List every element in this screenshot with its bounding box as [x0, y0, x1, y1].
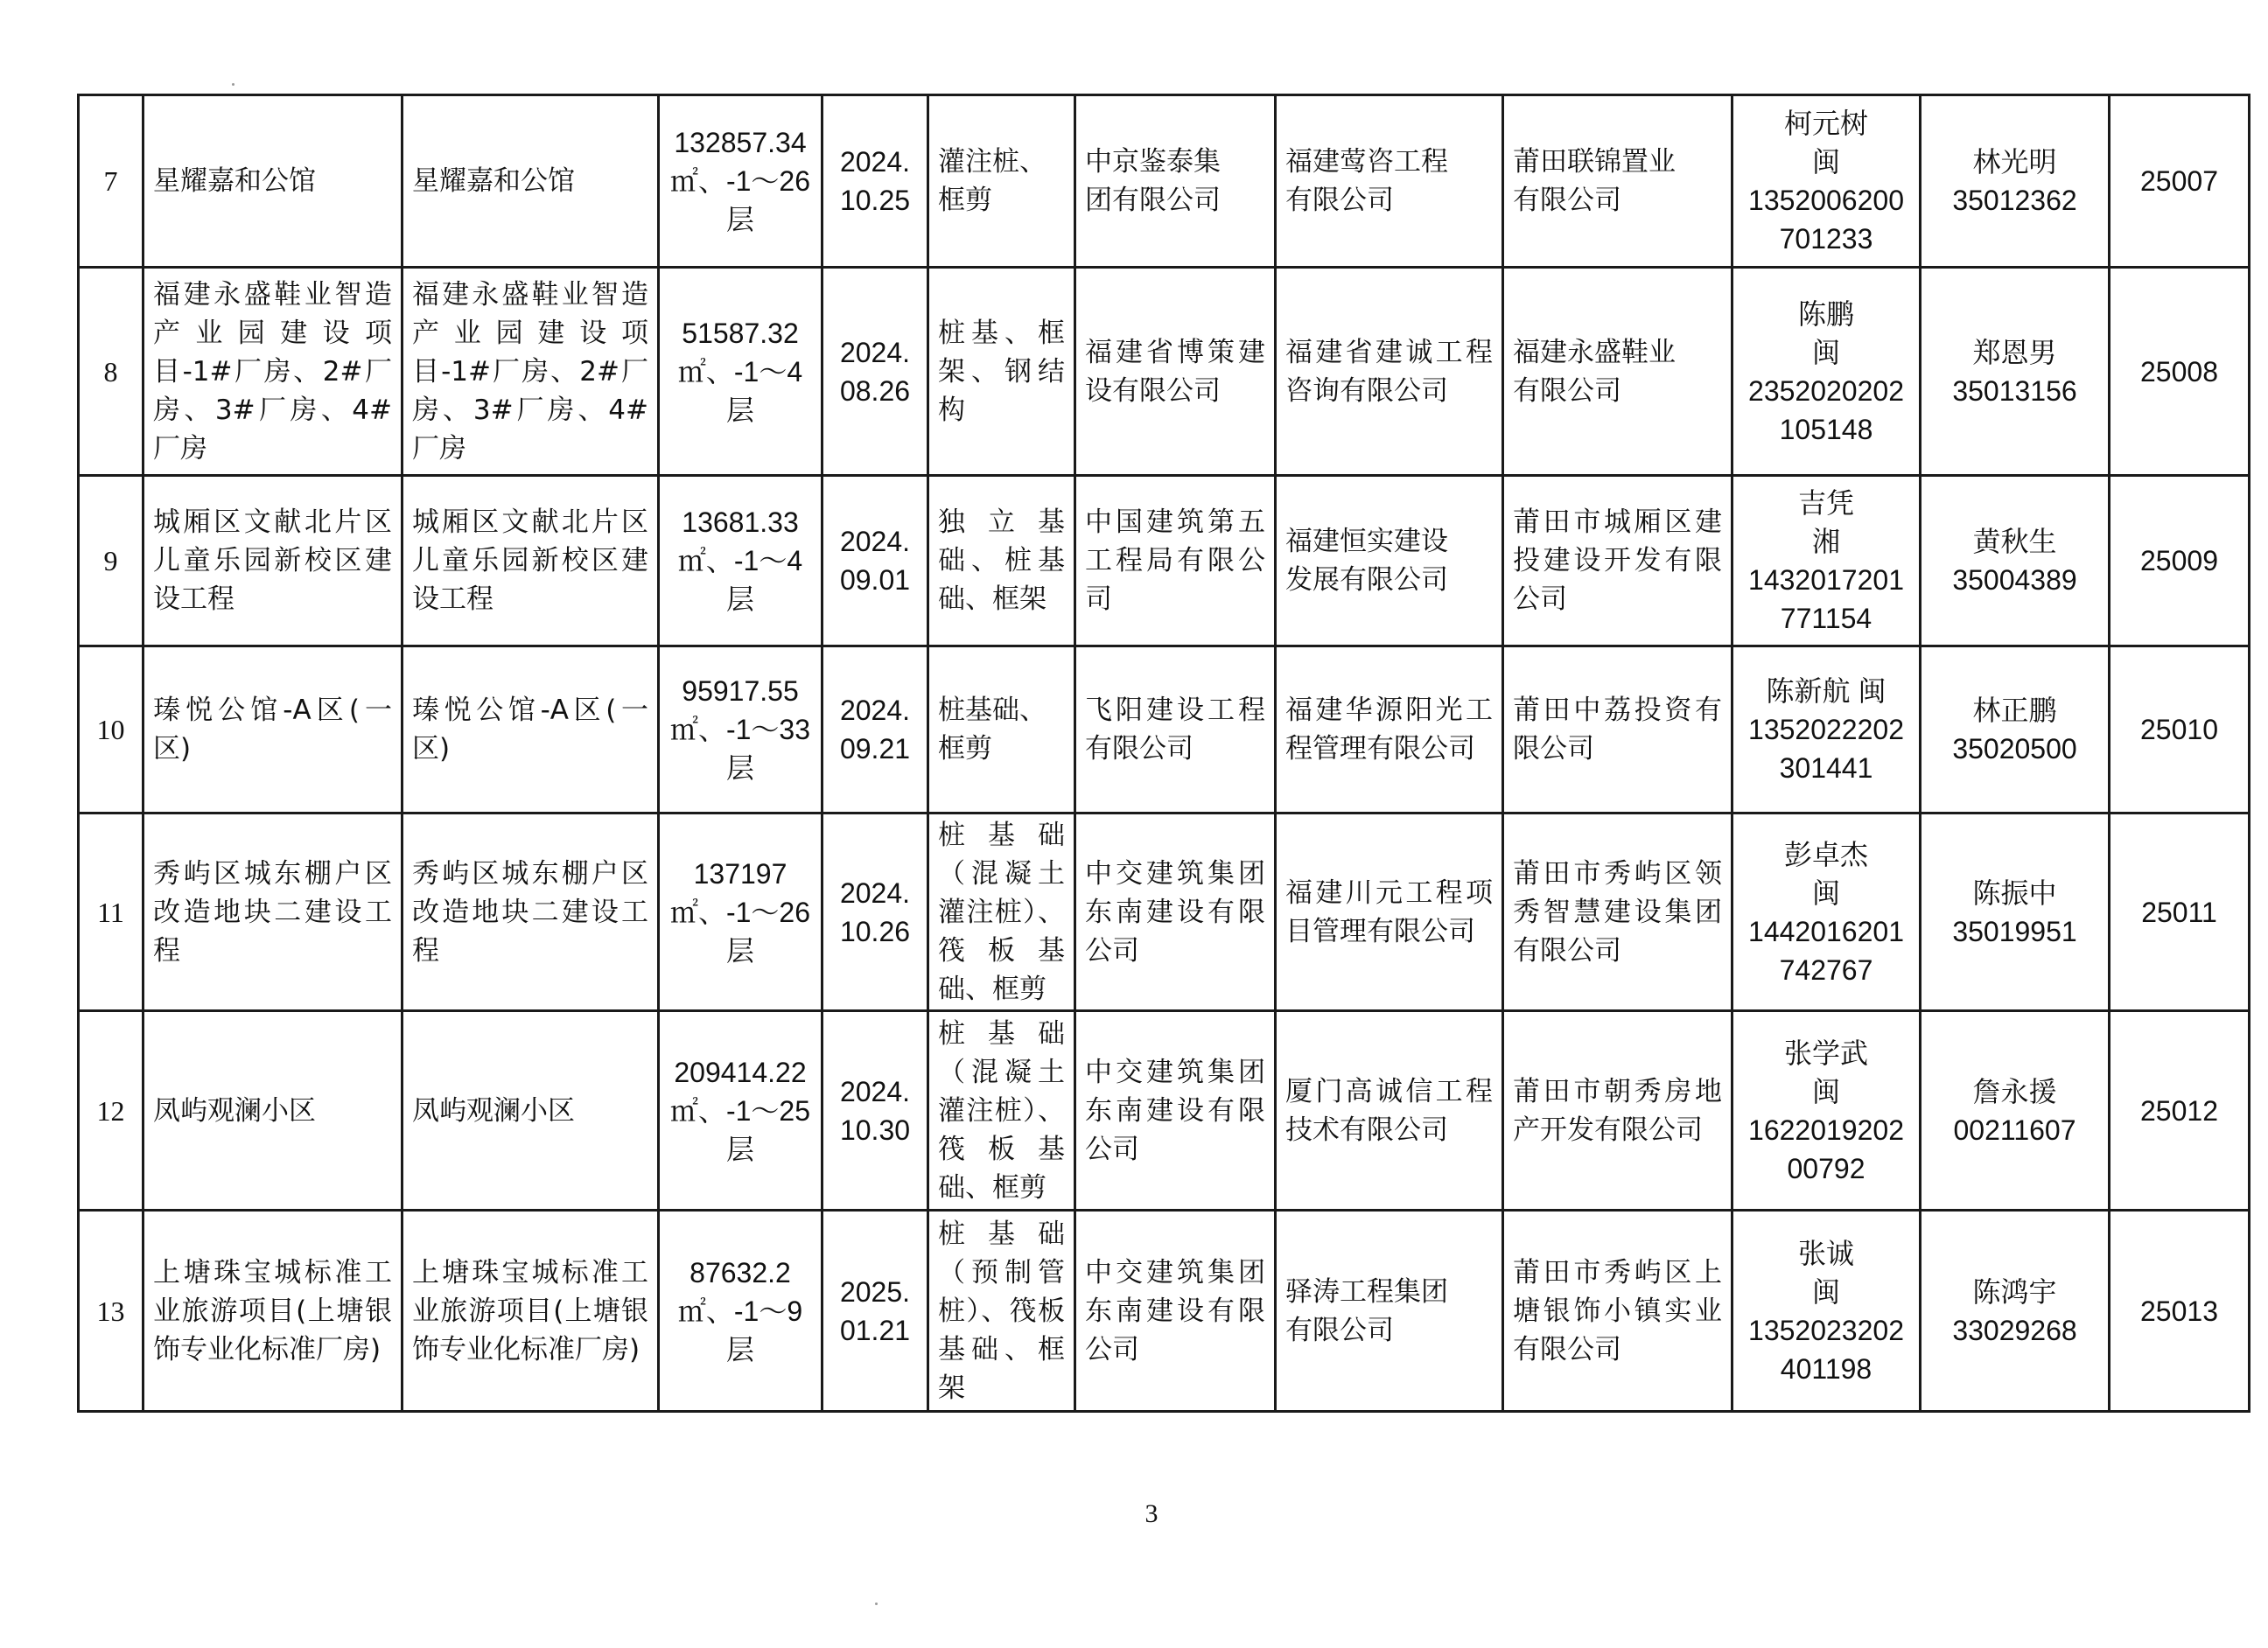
manager-cell: 张诚 闽 1352023202 401198 [1732, 1211, 1921, 1412]
row-seq-cell: 13 [79, 1211, 144, 1412]
manager-cell: 陈鹏 闽 2352020202 105148 [1732, 268, 1921, 476]
scale-cell: 13681.33 ㎡、-1～4 层 [659, 476, 822, 646]
scale-cell: 132857.34 ㎡、-1～26 层 [659, 95, 822, 268]
project-name-cell: 上塘珠宝城标准工业旅游项目(上塘银饰专业化标准厂房) [144, 1211, 402, 1412]
supervisor-cell: 厦门高诚信工程技术有限公司 [1276, 1011, 1503, 1211]
code-cell: 25010 [2110, 646, 2250, 814]
date-cell: 2024. 10.25 [822, 95, 928, 268]
project-name-cell: 瑧悦公馆-A区(一区) [144, 646, 402, 814]
unit-name-cell: 福建永盛鞋业智造产业园建设项目-1#厂房、2#厂房、3#厂房、4#厂房 [402, 268, 659, 476]
manager-cell: 张学武 闽 1622019202 00792 [1732, 1011, 1921, 1211]
row-seq-cell: 10 [79, 646, 144, 814]
table-row [79, 268, 2250, 476]
supervisor-cell: 福建川元工程项目管理有限公司 [1276, 814, 1503, 1011]
table-row [79, 814, 2250, 1011]
project-name-cell: 福建永盛鞋业智造产业园建设项目-1#厂房、2#厂房、3#厂房、4#厂房 [144, 268, 402, 476]
unit-name-cell: 凤屿观澜小区 [402, 1011, 659, 1211]
builder-cell: 中交建筑集团东南建设有限公司 [1075, 814, 1276, 1011]
builder-cell: 中交建筑集团东南建设有限公司 [1075, 1011, 1276, 1211]
table-row [79, 95, 2250, 268]
row-seq-cell: 8 [79, 268, 144, 476]
scale-cell: 87632.2 ㎡、-1～9 层 [659, 1211, 822, 1412]
row-seq-cell: 9 [79, 476, 144, 646]
builder-cell: 福建省博策建设有限公司 [1075, 268, 1276, 476]
supervisor-cell: 福建莺咨工程 有限公司 [1276, 95, 1503, 268]
structure-cell: 桩基础（混凝土灌注桩）、筏板基础、框剪 [928, 1011, 1075, 1211]
structure-cell: 桩基、框架、钢结构 [928, 268, 1075, 476]
supervisor-cell: 福建恒实建设 发展有限公司 [1276, 476, 1503, 646]
scale-cell: 95917.55 ㎡、-1～33 层 [659, 646, 822, 814]
code-cell: 25012 [2110, 1011, 2250, 1211]
developer-cell: 莆田市秀屿区上塘银饰小镇实业有限公司 [1503, 1211, 1732, 1412]
date-cell: 2024. 10.30 [822, 1011, 928, 1211]
project-name-cell: 秀屿区城东棚户区改造地块二建设工程 [144, 814, 402, 1011]
scan-speck [875, 1603, 878, 1605]
table-row [79, 1011, 2250, 1211]
table-row [79, 1211, 2250, 1412]
developer-cell: 莆田市秀屿区领秀智慧建设集团有限公司 [1503, 814, 1732, 1011]
project-name-cell: 星耀嘉和公馆 [144, 95, 402, 268]
table-row [79, 476, 2250, 646]
manager-cell: 彭卓杰 闽 1442016201 742767 [1732, 814, 1921, 1011]
project-registration-table [77, 94, 2250, 1413]
project-name-cell: 城厢区文献北片区儿童乐园新校区建设工程 [144, 476, 402, 646]
date-cell: 2024. 09.21 [822, 646, 928, 814]
builder-cell: 中京鉴泰集 团有限公司 [1075, 95, 1276, 268]
structure-cell: 桩基础（预制管桩）、筏板基础、框架 [928, 1211, 1075, 1412]
table-row [79, 646, 2250, 814]
supervisor-cell: 福建省建诚工程咨询有限公司 [1276, 268, 1503, 476]
row-seq-cell: 12 [79, 1011, 144, 1211]
unit-name-cell: 星耀嘉和公馆 [402, 95, 659, 268]
developer-cell: 莆田市朝秀房地产开发有限公司 [1503, 1011, 1732, 1211]
structure-cell: 桩基础、 框剪 [928, 646, 1075, 814]
developer-cell: 莆田联锦置业 有限公司 [1503, 95, 1732, 268]
page-number: 3 [1144, 1499, 1158, 1528]
manager-cell: 吉凭 湘 1432017201 771154 [1732, 476, 1921, 646]
code-cell: 25009 [2110, 476, 2250, 646]
manager-cell: 陈新航 闽 1352022202 301441 [1732, 646, 1921, 814]
row-seq-cell: 11 [79, 814, 144, 1011]
inspector-cell: 林正鹏 35020500 [1921, 646, 2110, 814]
inspector-cell: 詹永援 00211607 [1921, 1011, 2110, 1211]
builder-cell: 中国建筑第五工程局有限公司 [1075, 476, 1276, 646]
developer-cell: 莆田中荔投资有限公司 [1503, 646, 1732, 814]
supervisor-cell: 驿涛工程集团 有限公司 [1276, 1211, 1503, 1412]
date-cell: 2024. 10.26 [822, 814, 928, 1011]
unit-name-cell: 瑧悦公馆-A区(一区) [402, 646, 659, 814]
builder-cell: 飞阳建设工程有限公司 [1075, 646, 1276, 814]
supervisor-cell: 福建华源阳光工程管理有限公司 [1276, 646, 1503, 814]
scale-cell: 209414.22 ㎡、-1～25 层 [659, 1011, 822, 1211]
unit-name-cell: 秀屿区城东棚户区改造地块二建设工程 [402, 814, 659, 1011]
structure-cell: 灌注桩、 框剪 [928, 95, 1075, 268]
inspector-cell: 陈振中 35019951 [1921, 814, 2110, 1011]
scale-cell: 51587.32 ㎡、-1～4 层 [659, 268, 822, 476]
project-name-cell: 凤屿观澜小区 [144, 1011, 402, 1211]
manager-cell: 柯元树 闽 1352006200 701233 [1732, 95, 1921, 268]
unit-name-cell: 上塘珠宝城标准工业旅游项目(上塘银饰专业化标准厂房) [402, 1211, 659, 1412]
row-seq-cell: 7 [79, 95, 144, 268]
inspector-cell: 林光明 35012362 [1921, 95, 2110, 268]
code-cell: 25008 [2110, 268, 2250, 476]
inspector-cell: 黄秋生 35004389 [1921, 476, 2110, 646]
date-cell: 2024. 09.01 [822, 476, 928, 646]
scan-speck [232, 83, 234, 86]
code-cell: 25013 [2110, 1211, 2250, 1412]
structure-cell: 独立基础、桩基础、框架 [928, 476, 1075, 646]
developer-cell: 莆田市城厢区建投建设开发有限公司 [1503, 476, 1732, 646]
inspector-cell: 陈鸿宇 33029268 [1921, 1211, 2110, 1412]
date-cell: 2024. 08.26 [822, 268, 928, 476]
scale-cell: 137197 ㎡、-1～26 层 [659, 814, 822, 1011]
structure-cell: 桩基础（混凝土灌注桩）、筏板基础、框剪 [928, 814, 1075, 1011]
date-cell: 2025. 01.21 [822, 1211, 928, 1412]
developer-cell: 福建永盛鞋业 有限公司 [1503, 268, 1732, 476]
unit-name-cell: 城厢区文献北片区儿童乐园新校区建设工程 [402, 476, 659, 646]
code-cell: 25011 [2110, 814, 2250, 1011]
inspector-cell: 郑恩男 35013156 [1921, 268, 2110, 476]
builder-cell: 中交建筑集团东南建设有限公司 [1075, 1211, 1276, 1412]
code-cell: 25007 [2110, 95, 2250, 268]
